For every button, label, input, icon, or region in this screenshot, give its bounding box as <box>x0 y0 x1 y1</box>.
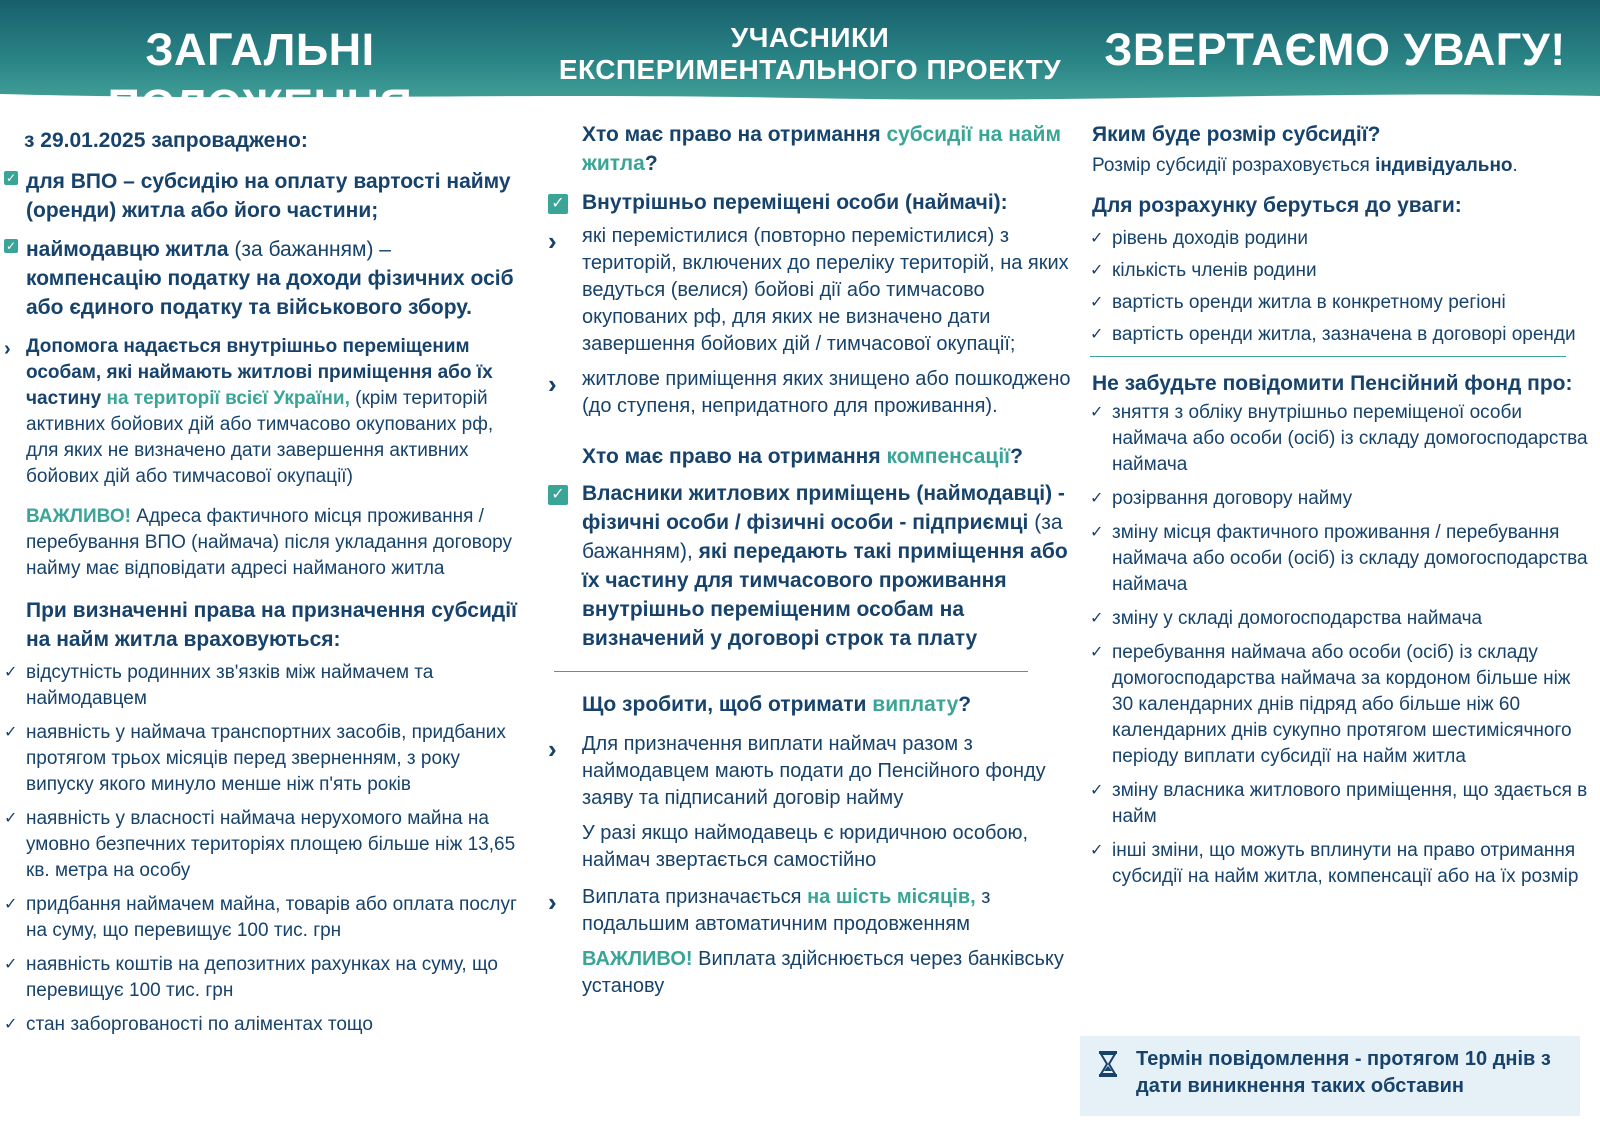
list-item: ✓ зняття з обліку внутрішньо переміщеної особи наймача або особи (осіб) із складу домогосподарства наймача <box>1090 402 1588 475</box>
check-box-icon: ✓ <box>5 171 17 185</box>
list-item: ✓ вартість оренди житла, зазначена в договорі оренди <box>1090 324 1576 345</box>
divider <box>1090 356 1566 357</box>
chevron-right-icon: › <box>548 734 557 764</box>
check-icon: ✓ <box>1090 230 1104 247</box>
list-item: ✓ кількість членів родини <box>1090 260 1317 281</box>
check-icon: ✓ <box>1090 842 1104 859</box>
hourglass-icon <box>1098 1050 1118 1078</box>
criteria-title: При визначенні права на призначення субсидії на найм житла враховуються: <box>26 599 517 651</box>
check-icon: ✓ <box>4 956 18 973</box>
notify-list <box>1090 400 1590 890</box>
list-item: ✓ рівень доходів родини <box>1090 228 1308 249</box>
check-icon: ✓ <box>1090 490 1104 507</box>
check-icon: ✓ <box>4 724 18 741</box>
size-answer: Розмір субсидії розраховується індивідуально. <box>1092 155 1518 176</box>
important-note: ВАЖЛИВО! Адреса фактичного місця проживання / перебування ВПО (наймача) після укладання договору найму має відповідати адресі найманого житла <box>26 506 512 579</box>
chevron-right-icon: › <box>548 369 557 399</box>
check-icon: ✓ <box>1090 326 1104 343</box>
intro-item-subsidy: ✓ для ВПО – субсидію на оплату вартості найму (оренди) житла або його частини; <box>5 170 511 222</box>
payment-important-note: ВАЖЛИВО! Виплата здійснюється через банківську установу <box>582 948 1064 997</box>
chevron-right-icon: › <box>548 226 557 256</box>
chevron-right-icon: › <box>4 338 11 360</box>
intro-date: з 29.01.2025 запроваджено: <box>24 129 308 152</box>
deadline-text: Термін повідомлення - протягом 10 днів з дати виникнення таких обставин <box>1136 1048 1551 1097</box>
notify-title: Не забудьте повідомити Пенсійний фонд про: <box>1092 372 1573 395</box>
step-duration: › Виплата призначається на шість місяців, з подальшим автоматичним продовженням <box>548 886 991 935</box>
check-icon: ✓ <box>1090 610 1104 627</box>
check-icon: ✓ <box>1090 404 1104 421</box>
header-general-provisions: ЗАГАЛЬНІ ПОЛОЖЕННЯ <box>107 24 413 131</box>
important-label: ВАЖЛИВО! <box>26 506 132 527</box>
check-icon: ✓ <box>1090 524 1104 541</box>
intro-item-compensation: ✓ наймодавцю житла (за бажанням) – компенсацію податку на доходи фізичних осіб або єдиного податку та військового збору. <box>5 238 514 319</box>
check-box-icon: ✓ <box>5 239 17 253</box>
criteria-list <box>4 660 524 1038</box>
check-icon: ✓ <box>1090 644 1104 661</box>
list-item: ✓ інші зміни, що можуть вплинути на право отримання субсидії на найм житла, компенсації або на їх розмір <box>1090 840 1579 887</box>
question-compensation: Хто має право на отримання компенсації? <box>582 445 1023 468</box>
list-item: ✓ перебування наймача або особи (осіб) із складу домогосподарства наймача за кордоном більше ніж 30 календарних днів підряд або більше ніж 60 календарних днів сукупно протягом шестимісячного періоду виплати субсидії на найм житла <box>1090 642 1572 767</box>
check-box-icon: ✓ <box>548 485 568 505</box>
owners-paragraph: ✓ Власники житлових приміщень (наймодавці) - фізичні особи / фізичні особи - підприємці (за бажанням), які передають такі приміщення або їх частину для тимчасового проживання внутрішньо переміщеним особам на визначений у договорі строк та плату <box>548 479 1082 653</box>
check-icon: ✓ <box>4 896 18 913</box>
size-question: Яким буде розмір субсидії? <box>1092 123 1381 146</box>
list-item: ✓ вартість оренди житла в конкретному регіоні <box>1090 292 1506 313</box>
list-item: ✓ зміну у складі домогосподарства наймача <box>1090 608 1483 629</box>
check-icon: ✓ <box>4 810 18 827</box>
list-item: ✓ придбання наймачем майна, товарів або оплата послуг на суму, що перевищує 100 тис. грн <box>4 894 517 941</box>
list-item: ✓ наявність у наймача транспортних засобів, придбаних протягом трьох місяців перед зверненням, з року випуску якого минуло менше ніж п'ять років <box>4 722 506 795</box>
check-icon: ✓ <box>1090 294 1104 311</box>
column-attention <box>1090 120 1590 890</box>
step-apply: › Для призначення виплати наймач разом з наймодавцем мають подати до Пенсійного фонду заяву та підписаний договір найму <box>548 733 1046 809</box>
list-item: ✓ розірвання договору найму <box>1090 488 1353 509</box>
check-icon: ✓ <box>4 1016 18 1033</box>
list-item: ✓ наявність коштів на депозитних рахунках на суму, що перевищує 100 тис. грн <box>4 954 498 1001</box>
list-item: ✓ зміну власника житлового приміщення, що здається в найм <box>1090 780 1588 827</box>
chevron-right-icon: › <box>548 887 557 917</box>
list-item: › які перемістилися (повторно перемістилися) з територій, включених до переліку територій, на яких ведуться (велися) бойові дії або тимчасово окупованих рф, для яких не визначено дати завершення бойових дій / тимчасової окупації; <box>548 225 1069 355</box>
deadline-note <box>1080 1036 1580 1116</box>
check-icon: ✓ <box>1090 262 1104 279</box>
step-apply-note: У разі якщо наймодавець є юридичною особою, наймач звертається самостійно <box>582 822 1029 871</box>
list-item: ✓ зміну місця фактичного проживання / перебування наймача або особи (осіб) із складу домогосподарства наймача <box>1090 522 1588 595</box>
header-band <box>0 0 1600 131</box>
list-item: ✓ наявність у власності наймача нерухомого майна на умовно безпечних територіях площею більше ніж 13,65 кв. метра на особу <box>4 808 516 881</box>
divider <box>554 671 1028 672</box>
question-payment: Що зробити, щоб отримати виплату? <box>582 693 972 716</box>
list-item: › житлове приміщення яких знищено або пошкоджено (до ступеня, непридатного для проживання). <box>548 368 1071 417</box>
column-general <box>4 120 524 1038</box>
check-box-icon: ✓ <box>548 194 568 214</box>
question-subsidy: Хто має право на отримання субсидії на найм житла? <box>582 123 1062 175</box>
header-participants: УЧАСНИКИ ЕКСПЕРИМЕНТАЛЬНОГО ПРОЕКТУ <box>558 22 1062 85</box>
calc-list <box>1090 226 1590 348</box>
header-attention: ЗВЕРТАЄМО УВАГУ! <box>1104 24 1566 75</box>
calc-title: Для розрахунку беруться до уваги: <box>1092 194 1462 217</box>
aid-paragraph: › Допомога надається внутрішньо переміщеним особам, які наймають житлові приміщення або їх частину на території всієї України, (крім територій активних бойових дій або тимчасово окупованих рф, для яких не визначено дати завершення активних бойових дій або тимчасової окупації) <box>4 336 494 487</box>
column-participants <box>548 120 1082 1000</box>
check-icon: ✓ <box>1090 782 1104 799</box>
important-label: ВАЖЛИВО! <box>582 948 693 970</box>
list-item: ✓ стан заборгованості по аліментах тощо <box>4 1014 373 1035</box>
check-icon: ✓ <box>4 664 18 681</box>
idp-title: ✓ Внутрішньо переміщені особи (наймачі): <box>548 188 1082 217</box>
list-item: ✓ відсутність родинних зв'язків між наймачем та наймодавцем <box>4 662 434 709</box>
